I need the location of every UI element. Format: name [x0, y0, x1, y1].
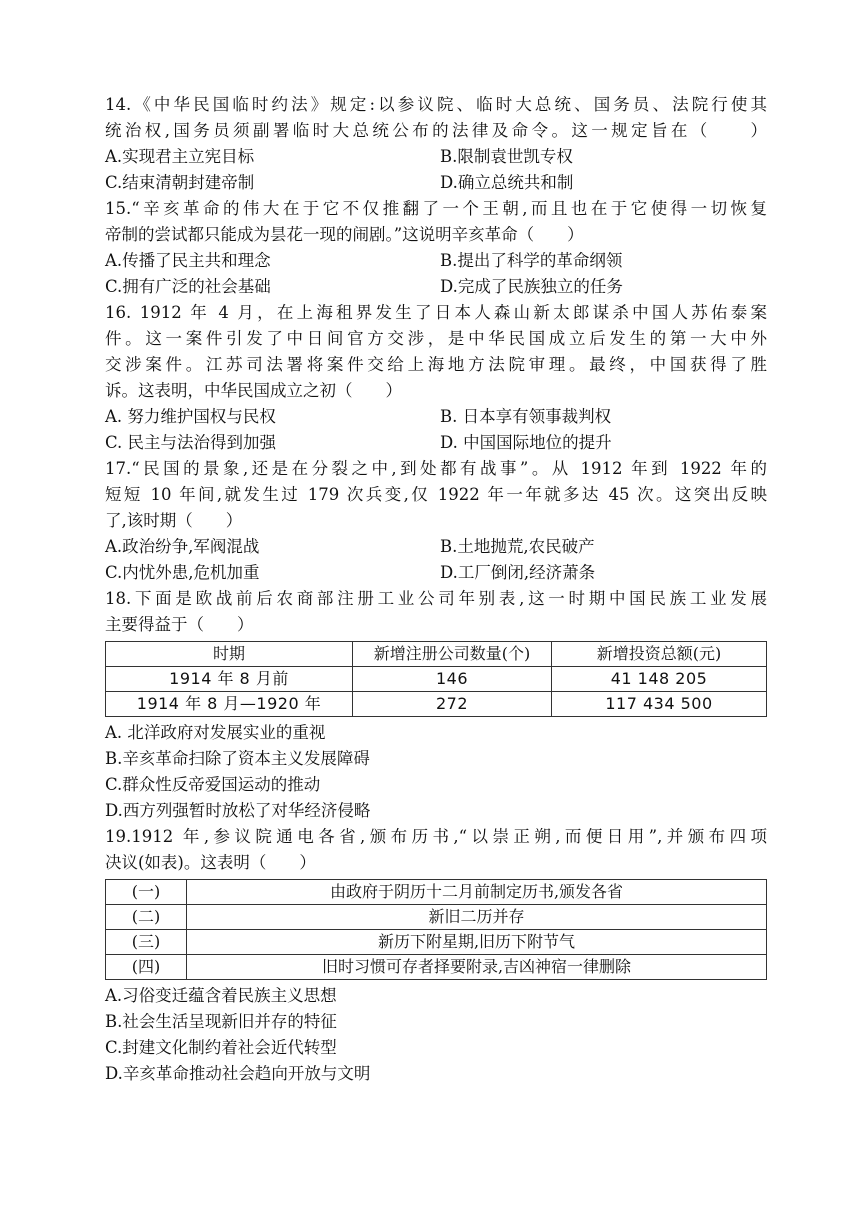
option-c[interactable]: C.拥有广泛的社会基础	[105, 277, 271, 296]
option-c[interactable]: C. 民主与法治得到加强	[105, 433, 277, 452]
table-row	[106, 930, 767, 955]
option-d[interactable]: D.确立总统共和制	[440, 173, 574, 192]
table-row	[106, 667, 767, 692]
options-row	[105, 144, 767, 170]
question-stem-line: 决议(如表)。这表明（ ）	[105, 853, 316, 872]
option-d[interactable]: D.工厂倒闭,经济萧条	[440, 563, 596, 582]
option-b[interactable]: B.土地抛荒,农民破产	[440, 537, 595, 556]
question-15	[105, 196, 767, 300]
table-cell: 272	[353, 692, 552, 717]
question-stem-line: 18.下面是欧战前后农商部注册工业公司年别表,这一时期中国民族工业发展	[105, 589, 767, 608]
option-c[interactable]: C.内忧外患,危机加重	[105, 563, 260, 582]
question-stem-line: 16. 1912 年 4 月，在上海租界发生了日本人森山新太郎谋杀中国人苏佑泰案	[105, 303, 767, 322]
table-cell: 由政府于阴历十二月前制定历书,颁发各省	[187, 880, 767, 905]
option-c[interactable]: C.封建文化制约着社会近代转型	[105, 1038, 337, 1057]
question-stem-line: 诉。这表明，中华民国成立之初（ ）	[105, 381, 402, 400]
question-stem-line: 14.《中华民国临时约法》规定:以参议院、临时大总统、国务员、法院行使其	[105, 95, 767, 114]
question-stem-line: 主要得益于（ ）	[105, 615, 254, 634]
question-stem-line: 15.“辛亥革命的伟大在于它不仅推翻了一个王朝,而且也在于它使得一切恢复	[105, 199, 767, 218]
option-a[interactable]: A. 努力维护国权与民权	[105, 407, 276, 426]
table-cell: 1914 年 8 月前	[106, 667, 353, 692]
table-row	[106, 905, 767, 930]
options-row	[105, 274, 767, 300]
table-cell: 新历下附星期,旧历下附节气	[187, 930, 767, 955]
table-cell: 1914 年 8 月—1920 年	[106, 692, 353, 717]
question-19	[105, 824, 767, 1087]
table-row	[106, 955, 767, 980]
question-stem-line: 17.“民国的景象,还是在分裂之中,到处都有战事”。从 1912 年到 1922 年的	[105, 459, 767, 478]
options-row	[105, 170, 767, 196]
table-row	[106, 880, 767, 905]
question-18	[105, 586, 767, 824]
option-a[interactable]: A.传播了民主共和理念	[105, 251, 271, 270]
options-row	[105, 534, 767, 560]
table-cell: 41 148 205	[552, 667, 767, 692]
table-cell: 146	[353, 667, 552, 692]
option-a[interactable]: A.实现君主立宪目标	[105, 147, 255, 166]
option-b[interactable]: B.限制袁世凯专权	[440, 147, 573, 166]
option-d[interactable]: D.完成了民族独立的任务	[440, 277, 623, 296]
question-stem-line: 了,该时期（ ）	[105, 511, 243, 530]
table-row	[106, 692, 767, 717]
table-cell: (四)	[106, 955, 187, 980]
option-d[interactable]: D. 中国国际地位的提升	[440, 433, 612, 452]
question-17	[105, 456, 767, 586]
question-stem-line: 交涉案件。江苏司法署将案件交给上海地方法院审理。最终，中国获得了胜	[105, 355, 767, 374]
option-d[interactable]: D.辛亥革命推动社会趋向开放与文明	[105, 1064, 371, 1083]
option-b[interactable]: B.提出了科学的革命纲领	[440, 251, 623, 270]
calendar-resolutions-table	[105, 879, 767, 980]
option-b[interactable]: B.辛亥革命扫除了资本主义发展障碍	[105, 749, 370, 768]
option-c[interactable]: C.群众性反帝爱国运动的推动	[105, 775, 321, 794]
question-stem-line: 件。这一案件引发了中日间官方交涉，是中华民国成立后发生的第一大中外	[105, 329, 767, 348]
table-cell: 117 434 500	[552, 692, 767, 717]
options-row	[105, 430, 767, 456]
table-header-row	[106, 642, 767, 667]
question-stem-line: 统治权,国务员须副署临时大总统公布的法律及命令。这一规定旨在（ ）	[105, 121, 767, 140]
table-header-cell: 新增投资总额(元)	[552, 642, 767, 667]
table-cell: 旧时习惯可存者择要附录,吉凶神宿一律删除	[187, 955, 767, 980]
option-c[interactable]: C.结束清朝封建帝制	[105, 173, 255, 192]
table-cell: (一)	[106, 880, 187, 905]
question-list	[105, 92, 767, 1087]
company-registration-table	[105, 641, 767, 717]
question-stem-line: 帝制的尝试都只能成为昙花一现的闹剧。”这说明辛亥革命（ ）	[105, 225, 584, 244]
option-a[interactable]: A.政治纷争,军阀混战	[105, 537, 260, 556]
option-b[interactable]: B. 日本享有领事裁判权	[440, 407, 612, 426]
option-a[interactable]: A.习俗变迁蕴含着民族主义思想	[105, 986, 337, 1005]
table-cell: (三)	[106, 930, 187, 955]
option-a[interactable]: A. 北洋政府对发展实业的重视	[105, 723, 326, 742]
question-14	[105, 92, 767, 196]
options-row	[105, 404, 767, 430]
options-row	[105, 248, 767, 274]
table-header-cell: 时期	[106, 642, 353, 667]
table-cell: 新旧二历并存	[187, 905, 767, 930]
table-header-cell: 新增注册公司数量(个)	[353, 642, 552, 667]
option-d[interactable]: D.西方列强暂时放松了对华经济侵略	[105, 801, 371, 820]
question-stem-line: 短短 10 年间,就发生过 179 次兵变,仅 1922 年一年就多达 45 次。这突出反映	[105, 485, 767, 504]
question-16	[105, 300, 767, 456]
option-b[interactable]: B.社会生活呈现新旧并存的特征	[105, 1012, 337, 1031]
table-cell: (二)	[106, 905, 187, 930]
question-stem-line: 19.1912 年,参议院通电各省,颁布历书,“以崇正朔,而便日用”,并颁布四项	[105, 827, 767, 846]
options-row	[105, 560, 767, 586]
